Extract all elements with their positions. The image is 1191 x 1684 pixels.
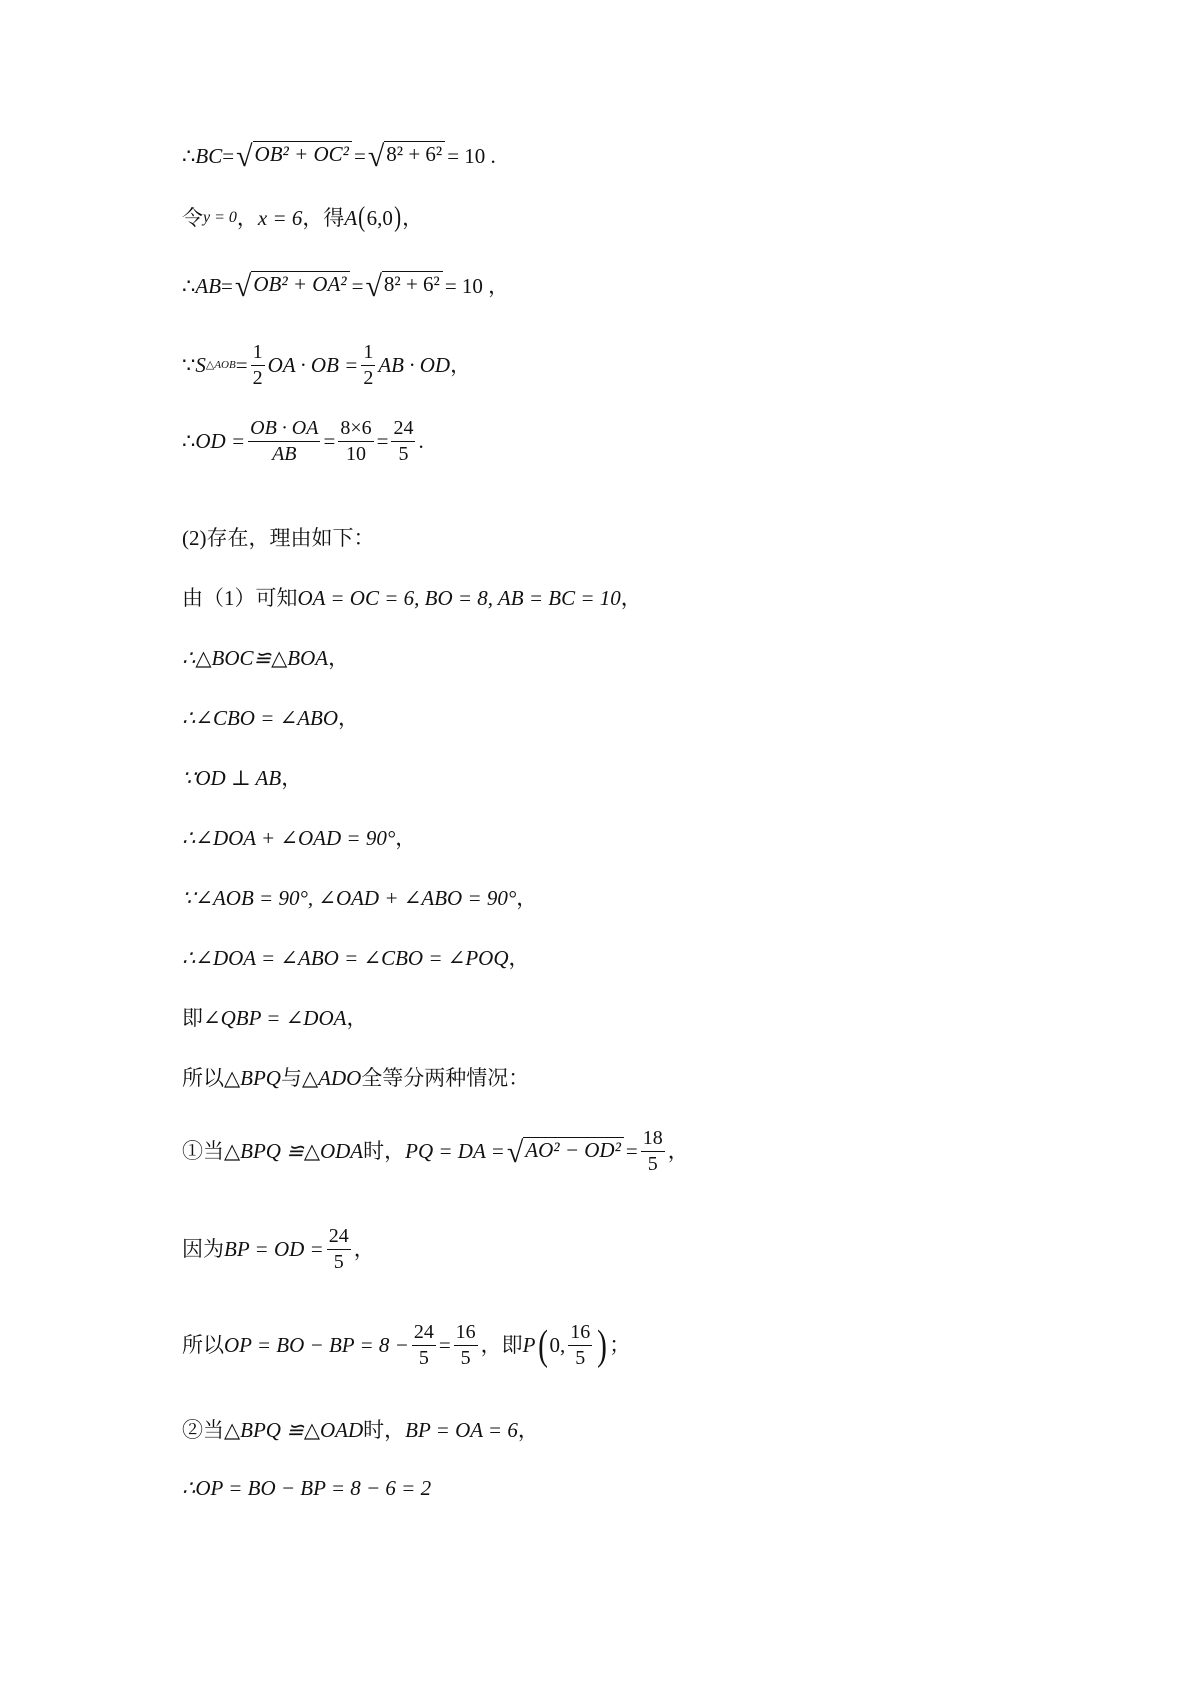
text: ， (395, 826, 417, 850)
text: 时， (363, 1139, 406, 1163)
text: 令 (182, 205, 203, 230)
text: ，得 (302, 205, 345, 230)
radicand: AO² − OD² (523, 1137, 624, 1167)
line-qbp-doa (182, 1008, 367, 1029)
math-text: = 10 ， (444, 273, 510, 298)
math-text: △ADO (301, 1066, 362, 1090)
line-case-1 (182, 1128, 689, 1175)
sqrt-expression: √ AO² − OD² (507, 1137, 624, 1167)
radicand: OB² + OC² (253, 141, 352, 171)
text: ， (353, 1237, 375, 1261)
math-text: = (222, 143, 235, 168)
numerator: 24 (391, 418, 415, 442)
numerator: 16 (568, 1322, 592, 1346)
math-text: BP = OA = 6 (405, 1418, 518, 1442)
line-known-lengths (182, 588, 642, 609)
line-perpendicular (182, 768, 302, 789)
math-text: = (438, 1333, 451, 1357)
math-text: AB · OD (378, 353, 451, 377)
text: ， (402, 205, 424, 230)
text: ， (346, 1006, 368, 1030)
radicand: 8² + 6² (382, 271, 443, 301)
math-text: BC (195, 143, 223, 168)
math-text: y = 0 (203, 209, 237, 226)
math-text: P (522, 1333, 536, 1357)
math-text: ∴∠DOA = ∠ABO = ∠CBO = ∠POQ (182, 946, 509, 970)
math-text: AB (195, 273, 222, 298)
radicand: 8² + 6² (384, 141, 445, 171)
text: ； (609, 1333, 631, 1357)
text: 全等分两种情况： (361, 1066, 530, 1090)
numerator: 24 (327, 1226, 351, 1250)
text: ，即 (480, 1333, 523, 1357)
denominator: 5 (647, 1153, 658, 1175)
fraction (391, 418, 415, 465)
text: ， (517, 1418, 539, 1442)
fraction (568, 1322, 592, 1369)
therefore-symbol: ∴ (182, 143, 196, 168)
text: ， (450, 353, 472, 377)
math-text: = (351, 273, 364, 298)
denominator: 2 (363, 367, 374, 389)
denominator: 5 (460, 1347, 471, 1369)
denominator: 5 (333, 1251, 344, 1273)
denominator: AB (272, 443, 297, 465)
math-text: ∠QBP = ∠DOA (203, 1006, 347, 1030)
math-text: ∴OP = BO − BP = 8 − 6 = 2 (182, 1476, 432, 1500)
math-text: = (235, 353, 248, 377)
text: ， (281, 766, 303, 790)
math-text: △BPQ (224, 1066, 281, 1090)
math-text: ∵∠AOB = 90°, ∠OAD + ∠ABO = 90° (182, 886, 517, 910)
text: ， (620, 586, 642, 610)
line-bp-od (182, 1226, 375, 1273)
line-right-angle (182, 888, 537, 909)
math-text: △BPQ ≌△ODA (224, 1139, 364, 1163)
text: ， (236, 205, 258, 230)
fraction (412, 1322, 436, 1369)
math-text: ∴△BOC≌△BOA (182, 646, 329, 670)
line-equal-angles (182, 708, 359, 729)
line-case-2 (182, 1420, 539, 1441)
line-bc-length (182, 128, 496, 184)
math-text: BP = OD = (224, 1237, 324, 1261)
sqrt-expression: √ 8² + 6² (365, 271, 442, 301)
numerator: 1 (361, 342, 375, 366)
line-two-cases (182, 1068, 529, 1089)
math-text: PQ = DA = (405, 1139, 505, 1163)
part-2-heading (182, 528, 375, 549)
math-text: = (376, 429, 389, 453)
numerator: 1 (251, 342, 265, 366)
math-text: S (195, 353, 206, 377)
text: ②当 (182, 1418, 224, 1442)
fraction (327, 1226, 351, 1273)
text: 与 (280, 1066, 302, 1090)
text: ， (516, 886, 538, 910)
therefore-symbol: ∴ (182, 273, 196, 298)
text: ， (667, 1139, 689, 1163)
text: ， (508, 946, 530, 970)
text: . (418, 429, 424, 453)
math-text: OD = (195, 429, 246, 453)
numerator: 16 (454, 1322, 478, 1346)
fraction (641, 1128, 665, 1175)
denominator: 5 (418, 1347, 429, 1369)
because-symbol: ∵ (182, 353, 196, 377)
math-text: OP = BO − BP = 8 − (224, 1333, 409, 1357)
text: 所以 (182, 1066, 224, 1090)
line-point-a: 令 y = 0 ， x = 6 ，得 A ( 6,0 ) ， (182, 202, 424, 233)
text: 所以 (182, 1333, 224, 1357)
therefore-symbol: ∴ (182, 429, 196, 453)
text: 即 (182, 1006, 203, 1030)
math-text: = (323, 429, 336, 453)
math-text: 6,0 (366, 205, 393, 230)
text: 时， (363, 1418, 406, 1442)
math-text: A (344, 205, 358, 230)
math-text: △BPQ ≌△OAD (224, 1418, 364, 1442)
math-text: OA · OB = (267, 353, 359, 377)
denominator: 2 (252, 367, 263, 389)
math-text: = (221, 273, 233, 298)
subscript: △AOB (205, 359, 236, 371)
text: ， (338, 706, 360, 730)
fraction (248, 418, 320, 465)
denominator: 5 (398, 443, 409, 465)
text: (2)存在，理由如下： (182, 526, 375, 550)
math-text: OA = OC = 6, BO = 8, AB = BC = 10 (297, 586, 621, 610)
fraction (251, 342, 265, 389)
sqrt-expression: √ 8² + 6² (368, 141, 445, 171)
math-text: = (625, 1139, 638, 1163)
denominator: 10 (345, 443, 366, 465)
math-text: = 10 . (447, 143, 496, 168)
line-od-length (182, 418, 424, 465)
radicand: OB² + OA² (251, 271, 349, 301)
line-angle-chain (182, 948, 530, 969)
fraction (454, 1322, 478, 1369)
numerator: OB · OA (248, 418, 320, 442)
line-op-case-1: 所以 OP = BO − BP = 8 − $\frac{24}{5}$ = $\frac{16}{5}$ ，即 P ( 0, $\frac{16}{5}$ ) ； (182, 1321, 631, 1369)
line-ab-length (182, 258, 509, 314)
fraction (361, 342, 375, 389)
text: ①当 (182, 1139, 224, 1163)
sqrt-expression: √ OB² + OA² (235, 271, 350, 301)
fraction (338, 418, 373, 465)
line-op-case-2 (182, 1478, 431, 1499)
line-angle-sum (182, 828, 416, 849)
sqrt-expression: √ OB² + OC² (236, 141, 352, 171)
math-text: ∴∠CBO = ∠ABO (182, 706, 339, 730)
numerator: 18 (641, 1128, 665, 1152)
numerator: 8×6 (338, 418, 373, 442)
line-area-aob (182, 342, 471, 389)
math-text: = (353, 143, 366, 168)
text: ， (328, 646, 350, 670)
math-text: ∴∠DOA + ∠OAD = 90° (182, 826, 396, 850)
numerator: 24 (412, 1322, 436, 1346)
math-text: x = 6 (257, 205, 303, 230)
text: 因为 (182, 1237, 224, 1261)
math-text: ∵OD ⊥ AB (182, 766, 282, 790)
denominator: 5 (575, 1347, 586, 1369)
text: 由（1）可知 (182, 586, 298, 610)
math-text: 0, (549, 1333, 566, 1357)
line-congruent-triangles (182, 648, 349, 669)
